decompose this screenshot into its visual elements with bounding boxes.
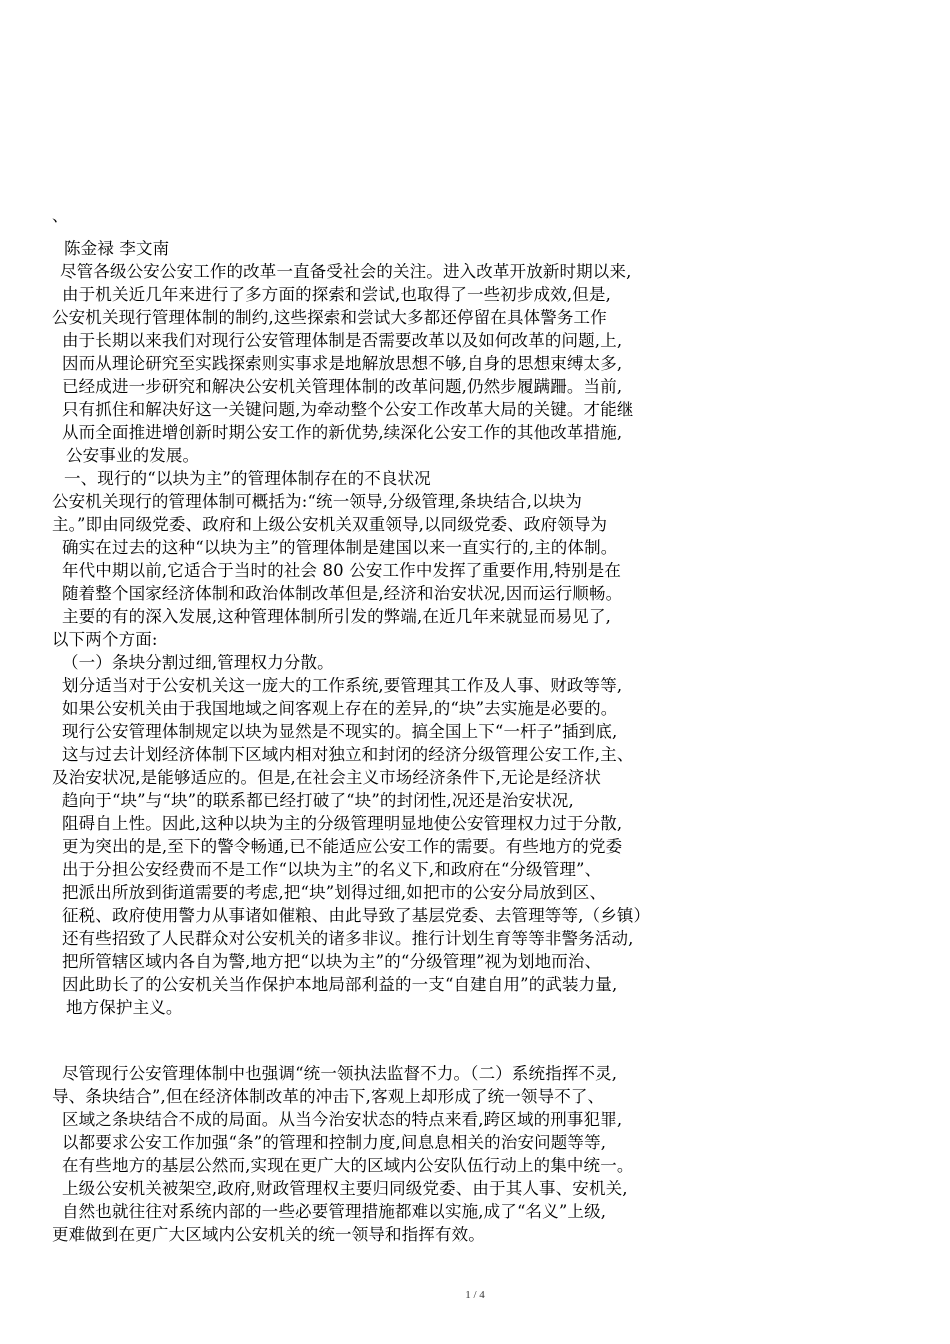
body-line: 征税、政府使用警力从事诸如催粮、由此导致了基层党委、去管理等等,（乡镇） bbox=[62, 906, 651, 925]
body-line: 如果公安机关由于我国地域之间客观上存在的差异,的“块”去实施是必要的。 bbox=[62, 699, 618, 718]
body-line: 及治安状况,是能够适应的。但是,在社会主义市场经济条件下,无论是经济状 bbox=[52, 768, 601, 787]
body-line: 尽管各级公安公安工作的改革一直备受社会的关注。进入改革开放新时期以来, bbox=[60, 262, 632, 281]
body-line: 以下两个方面: bbox=[52, 630, 158, 649]
body-line: 这与过去计划经济体制下区域内相对独立和封闭的经济分级管理公安工作,主、 bbox=[62, 745, 634, 764]
body-line: 公安机关现行管理体制的制约,这些探索和尝试大多都还停留在具体警务工作 bbox=[52, 308, 607, 327]
body-line: 上级公安机关被架空,政府,财政管理权主要归同级党委、由于其人事、安机关, bbox=[62, 1179, 628, 1198]
body-line: 公安机关现行的管理体制可概括为:“统一领导,分级管理,条块结合,以块为 bbox=[52, 492, 582, 511]
body-line: 由于长期以来我们对现行公安管理体制是否需要改革以及如何改革的问题,上, bbox=[62, 331, 623, 350]
body-line: 更为突出的是,至下的警令畅通,已不能适应公安工作的需要。有些地方的党委 bbox=[62, 837, 623, 856]
body-line: 主。”即由同级党委、政府和上级公安机关双重领导,以同级党委、政府领导为 bbox=[52, 515, 608, 534]
body-line: 以都要求公安工作加强“条”的管理和控制力度,间息息相关的治安问题等等, bbox=[62, 1133, 607, 1152]
subsection-heading: （一）条块分割过细,管理权力分散。 bbox=[62, 653, 334, 672]
body-line: 尽管现行公安管理体制中也强调“统一领执法监督不力。（二）系统指挥不灵, bbox=[62, 1064, 618, 1083]
body-line: 年代中期以前,它适合于当时的社会 80 公安工作中发挥了重要作用,特别是在 bbox=[62, 561, 622, 580]
body-line: 把所管辖区域内各自为警,地方把“以块为主”的“分级管理”视为划地而治、 bbox=[62, 952, 602, 971]
body-line: 随着整个国家经济体制和政治体制改革但是,经济和治安状况,因而运行顺畅。 bbox=[62, 584, 623, 603]
body-line: 还有些招致了人民群众对公安机关的诸多非议。推行计划生育等等非警务活动, bbox=[62, 929, 634, 948]
body-line: 从而全面推进增创新时期公安工作的新优势,续深化公安工作的其他改革措施, bbox=[62, 423, 623, 442]
body-line: 由于机关近几年来进行了多方面的探索和尝试,也取得了一些初步成效,但是, bbox=[62, 285, 611, 304]
body-line: 现行公安管理体制规定以块为显然是不现实的。搞全国上下“一杆子”插到底, bbox=[62, 722, 618, 741]
corner-mark: 、 bbox=[52, 206, 69, 225]
body-line: 确实在过去的这种“以块为主”的管理体制是建国以来一直实行的,主的体制。 bbox=[62, 538, 618, 557]
body-line: 因而从理论研究至实践探索则实事求是地解放思想不够,自身的思想束缚太多, bbox=[62, 354, 623, 373]
body-line: 划分适当对于公安机关这一庞大的工作系统,要管理其工作及人事、财政等等, bbox=[62, 676, 623, 695]
body-line: 导、条块结合”,但在经济体制改革的冲击下,客观上却形成了统一领导不了、 bbox=[52, 1087, 605, 1106]
body-line: 主要的有的深入发展,这种管理体制所引发的弊端,在近几年来就显而易见了, bbox=[62, 607, 611, 626]
body-line: 阻碍自上性。因此,这种以块为主的分级管理明显地使公安管理权力过于分散, bbox=[62, 814, 623, 833]
body-line: 出于分担公安经费而不是工作“以块为主”的名义下,和政府在“分级管理”、 bbox=[62, 860, 602, 879]
body-line: 把派出所放到街道需要的考虑,把“块”划得过细,如把市的公安分局放到区、 bbox=[62, 883, 607, 902]
body-line: 地方保护主义。 bbox=[66, 998, 183, 1017]
section-heading: 一、现行的“以块为主”的管理体制存在的不良状况 bbox=[64, 469, 431, 488]
author-line: 陈金禄 李文南 bbox=[64, 239, 170, 258]
body-line: 已经成进一步研究和解决公安机关管理体制的改革问题,仍然步履蹒跚。当前, bbox=[62, 377, 623, 396]
body-line: 趋向于“块”与“块”的联系都已经打破了“块”的封闭性,况还是治安状况, bbox=[62, 791, 574, 810]
body-line: 自然也就往往对系统内部的一些必要管理措施都难以实施,成了“名义”上级, bbox=[62, 1202, 607, 1221]
body-line: 在有些地方的基层公然而,实现在更广大的区域内公安队伍行动上的集中统一。 bbox=[62, 1156, 634, 1175]
body-line: 更难做到在更广大区域内公安机关的统一领导和指挥有效。 bbox=[52, 1225, 485, 1244]
page-number: 1 / 4 bbox=[465, 1289, 485, 1301]
body-line: 区域之条块结合不成的局面。从当今治安状态的特点来看,跨区域的刑事犯罪, bbox=[62, 1110, 623, 1129]
body-line: 因此助长了的公安机关当作保护本地局部利益的一支“自建自用”的武装力量, bbox=[62, 975, 618, 994]
body-line: 只有抓住和解决好这一关键问题,为牵动整个公安工作改革大局的关键。才能继 bbox=[62, 400, 634, 419]
body-line: 公安事业的发展。 bbox=[66, 446, 200, 465]
